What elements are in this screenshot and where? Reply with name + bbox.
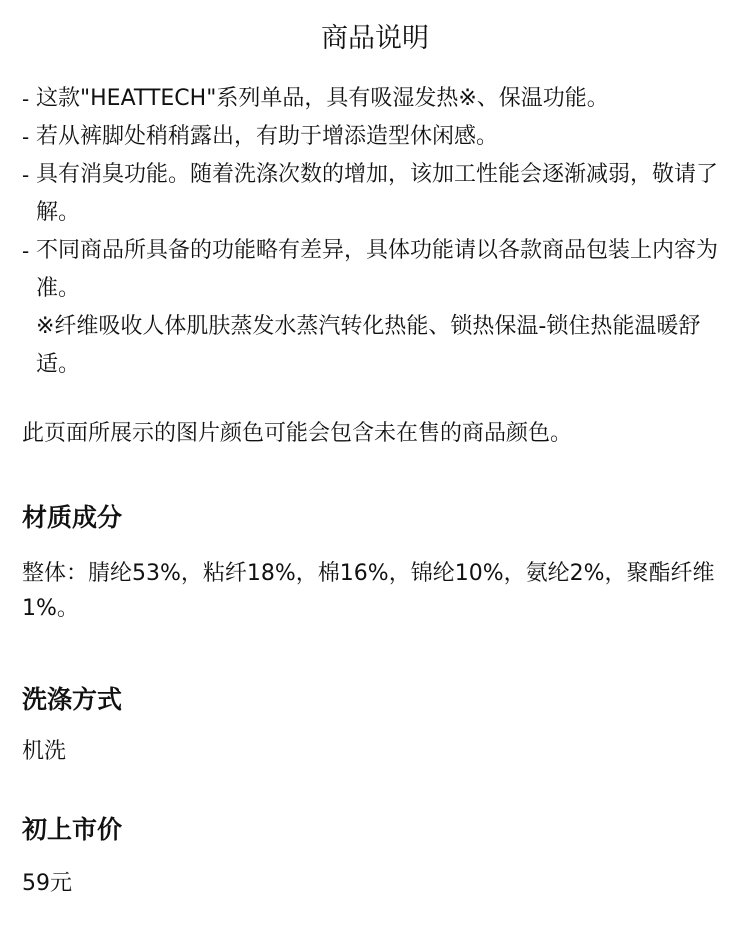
page-title: 商品说明 — [321, 23, 429, 54]
price-section-title: 初上市价 — [22, 815, 123, 844]
washing-method: 机洗 — [22, 739, 67, 764]
bullet-dash-icon: - — [22, 87, 30, 111]
color-disclaimer: 此页面所展示的图片颜色可能会包含未在售的商品颜色。 — [22, 421, 573, 446]
feature-item — [22, 80, 730, 118]
feature-text: 这款"HEATTECH"系列单品，具有吸湿发热※、保温功能。 — [36, 86, 609, 111]
feature-item — [22, 156, 730, 232]
launch-price: 59元 — [22, 871, 72, 896]
footnote — [22, 308, 730, 384]
footnote-text: ※纤维吸收人体肌肤蒸发水蒸汽转化热能、锁热保温-锁住热能温暖舒适。 — [36, 314, 701, 377]
bullet-dash-icon: - — [22, 239, 30, 263]
feature-item — [22, 118, 730, 156]
bullet-dash-icon: - — [22, 125, 30, 149]
bullet-dash-icon: - — [22, 163, 30, 187]
feature-list — [22, 80, 730, 384]
material-composition: 整体：腈纶53%，粘纤18%，棉16%，锦纶10%，氨纶2%，聚酯纤维1%。 — [22, 561, 715, 621]
feature-text: 不同商品所具备的功能略有差异，具体功能请以各款商品包装上内容为准。 — [36, 238, 719, 301]
feature-text: 具有消臭功能。随着洗涤次数的增加，该加工性能会逐渐减弱，敬请了解。 — [36, 162, 719, 225]
material-section-title: 材质成分 — [22, 503, 123, 532]
washing-section-title: 洗涤方式 — [22, 685, 123, 714]
feature-item — [22, 232, 730, 308]
feature-text: 若从裤脚处稍稍露出，有助于增添造型休闲感。 — [36, 124, 499, 149]
